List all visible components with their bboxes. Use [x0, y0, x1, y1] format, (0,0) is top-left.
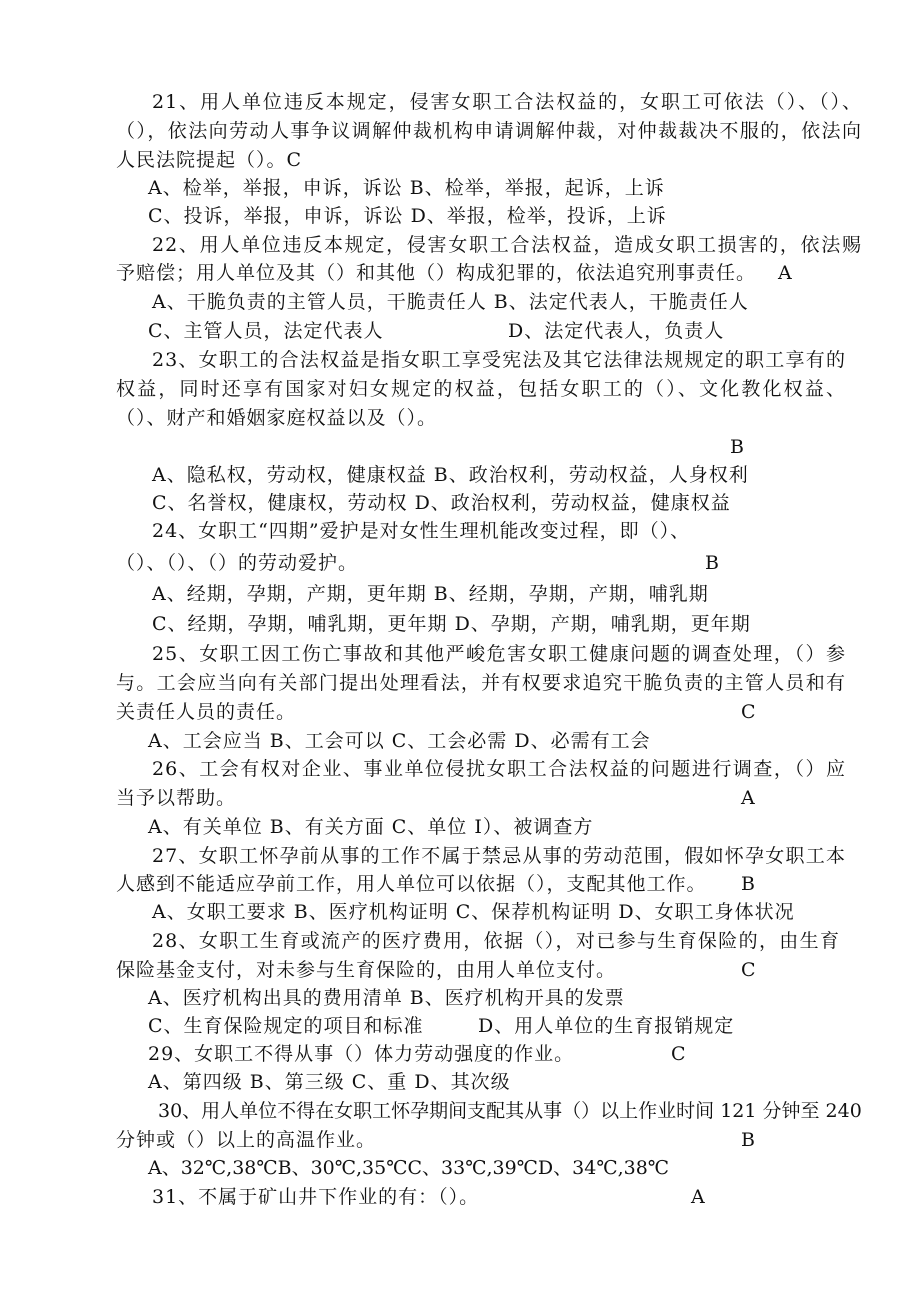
- q24-line-2: （）、（）、（）的劳动爱护。: [116, 552, 359, 574]
- q23-options-2: C、名誉权，健康权，劳动权 D、政治权利，劳动权益，健康权益: [152, 492, 731, 514]
- q21-options-1: A、检举，举报，申诉，诉讼 B、检举，举报，起诉，上诉: [148, 177, 665, 199]
- q23-answer: B: [730, 436, 744, 458]
- q29-options: A、第四级 B、第三级 C、重 D、其次级: [148, 1071, 511, 1093]
- q26-options: A、有关单位 B、有关方面 C、单位 I）、被调查方: [148, 816, 594, 838]
- q26-answer: A: [741, 787, 755, 809]
- q26-line-1: 26、工会有权对企业、事业单位侵扰女职工合法权益的问题进行调查，（）应: [152, 758, 846, 780]
- q23-line-1: 23、女职工的合法权益是指女职工享受宪法及其它法律法规规定的职工享有的: [152, 349, 846, 371]
- q25-line-3: 关责任人员的责任。: [116, 701, 297, 723]
- q22-line-2: 予赔偿；用人单位及其（）和其他（）构成犯罪的，依法追究刑事责任。: [116, 262, 757, 284]
- q22-answer: A: [778, 262, 792, 284]
- q21-line-3: 人民法院提起（）。C: [116, 149, 303, 171]
- q27-line-1: 27、女职工怀孕前从事的工作不属于禁忌从事的劳动范围，假如怀孕女职工本: [152, 845, 846, 867]
- q23-options-1: A、隐私权，劳动权，健康权益 B、政治权利，劳动权益，人身权利: [152, 464, 749, 486]
- q23-line-2: 权益，同时还享有国家对妇女规定的权益，包括女职工的（）、文化教化权益、: [116, 378, 846, 400]
- q28-line-1: 28、女职工生育或流产的医疗费用，依据（），对已参与生育保险的，由生育: [152, 930, 840, 952]
- q21-line-1: 21、用人单位违反本规定，侵害女职工合法权益的，女职工可依法（）、（）、: [152, 91, 862, 113]
- q27-line-2: 人感到不能适应孕前工作，用人单位可以依据（），支配其他工作。: [116, 873, 707, 895]
- q31-line-1: 31、不属于矿山井下作业的有：（）。: [152, 1186, 480, 1208]
- q24-options-1: A、经期，孕期，产期，更年期 B、经期，孕期，产期，哺乳期: [152, 583, 709, 605]
- q28-options-2a: C、生育保险规定的项目和标准: [148, 1015, 424, 1037]
- q27-options: A、女职工要求 B、医疗机构证明 C、保荐机构证明 D、女职工身体状况: [152, 901, 795, 923]
- q25-options: A、工会应当 B、工会可以 C、工会必需 D、必需有工会: [148, 730, 651, 752]
- q24-answer: B: [705, 552, 719, 574]
- q23-line-3: （）、财产和婚姻家庭权益以及（）。: [116, 407, 438, 429]
- q28-line-2: 保险基金支付，对未参与生育保险的，由用人单位支付。: [116, 959, 617, 981]
- q29-answer: C: [671, 1043, 686, 1065]
- q28-options-2b: D、用人单位的生育报销规定: [478, 1015, 735, 1037]
- q25-line-2: 与。工会应当向有关部门提出处理看法，并有权要求追究干脆负责的主管人员和有: [116, 672, 846, 694]
- q27-answer: B: [741, 873, 755, 895]
- q28-answer: C: [741, 959, 756, 981]
- q31-answer: A: [691, 1186, 705, 1208]
- q25-answer: C: [741, 701, 756, 723]
- q29-line-1: 29、女职工不得从事（）体力劳动强度的作业。: [148, 1043, 575, 1065]
- q21-line-2: （），依法向劳动人事争议调解仲裁机构申请调解仲裁，对仲裁裁决不服的，依法向: [116, 120, 862, 142]
- q30-line-1: 30、用人单位不得在女职工怀孕期间支配其从事（）以上作业时间 121 分钟至 240: [158, 1100, 862, 1122]
- q21-options-2: C、投诉，举报，申诉，诉讼 D、举报，检举，投诉，上诉: [148, 205, 667, 227]
- q22-options-1: A、干脆负责的主管人员，干脆责任人 B、法定代表人，干脆责任人: [152, 291, 749, 313]
- q24-line-1: 24、女职工“四期”爱护是对女性生理机能改变过程，即（）、: [152, 520, 691, 542]
- q26-line-2: 当予以帮助。: [116, 787, 237, 809]
- q30-line-2: 分钟或（）以上的高温作业。: [116, 1129, 377, 1151]
- q22-options-2a: C、主管人员，法定代表人: [148, 320, 384, 342]
- q28-options-1: A、医疗机构出具的费用清单 B、医疗机构开具的发票: [148, 987, 625, 1009]
- q30-answer: B: [741, 1129, 755, 1151]
- q25-line-1: 25、女职工因工伤亡事故和其他严峻危害女职工健康问题的调查处理，（）参: [152, 643, 846, 665]
- q22-line-1: 22、用人单位违反本规定，侵害女职工合法权益，造成女职工损害的，依法赐: [152, 234, 862, 256]
- q30-options: A、32℃,38℃B、30℃,35℃C、33℃,39℃D、34℃,38℃: [148, 1157, 670, 1179]
- q24-options-2: C、经期，孕期，哺乳期，更年期 D、孕期，产期，哺乳期，更年期: [152, 613, 751, 635]
- q22-options-2b: D、法定代表人，负责人: [508, 320, 725, 342]
